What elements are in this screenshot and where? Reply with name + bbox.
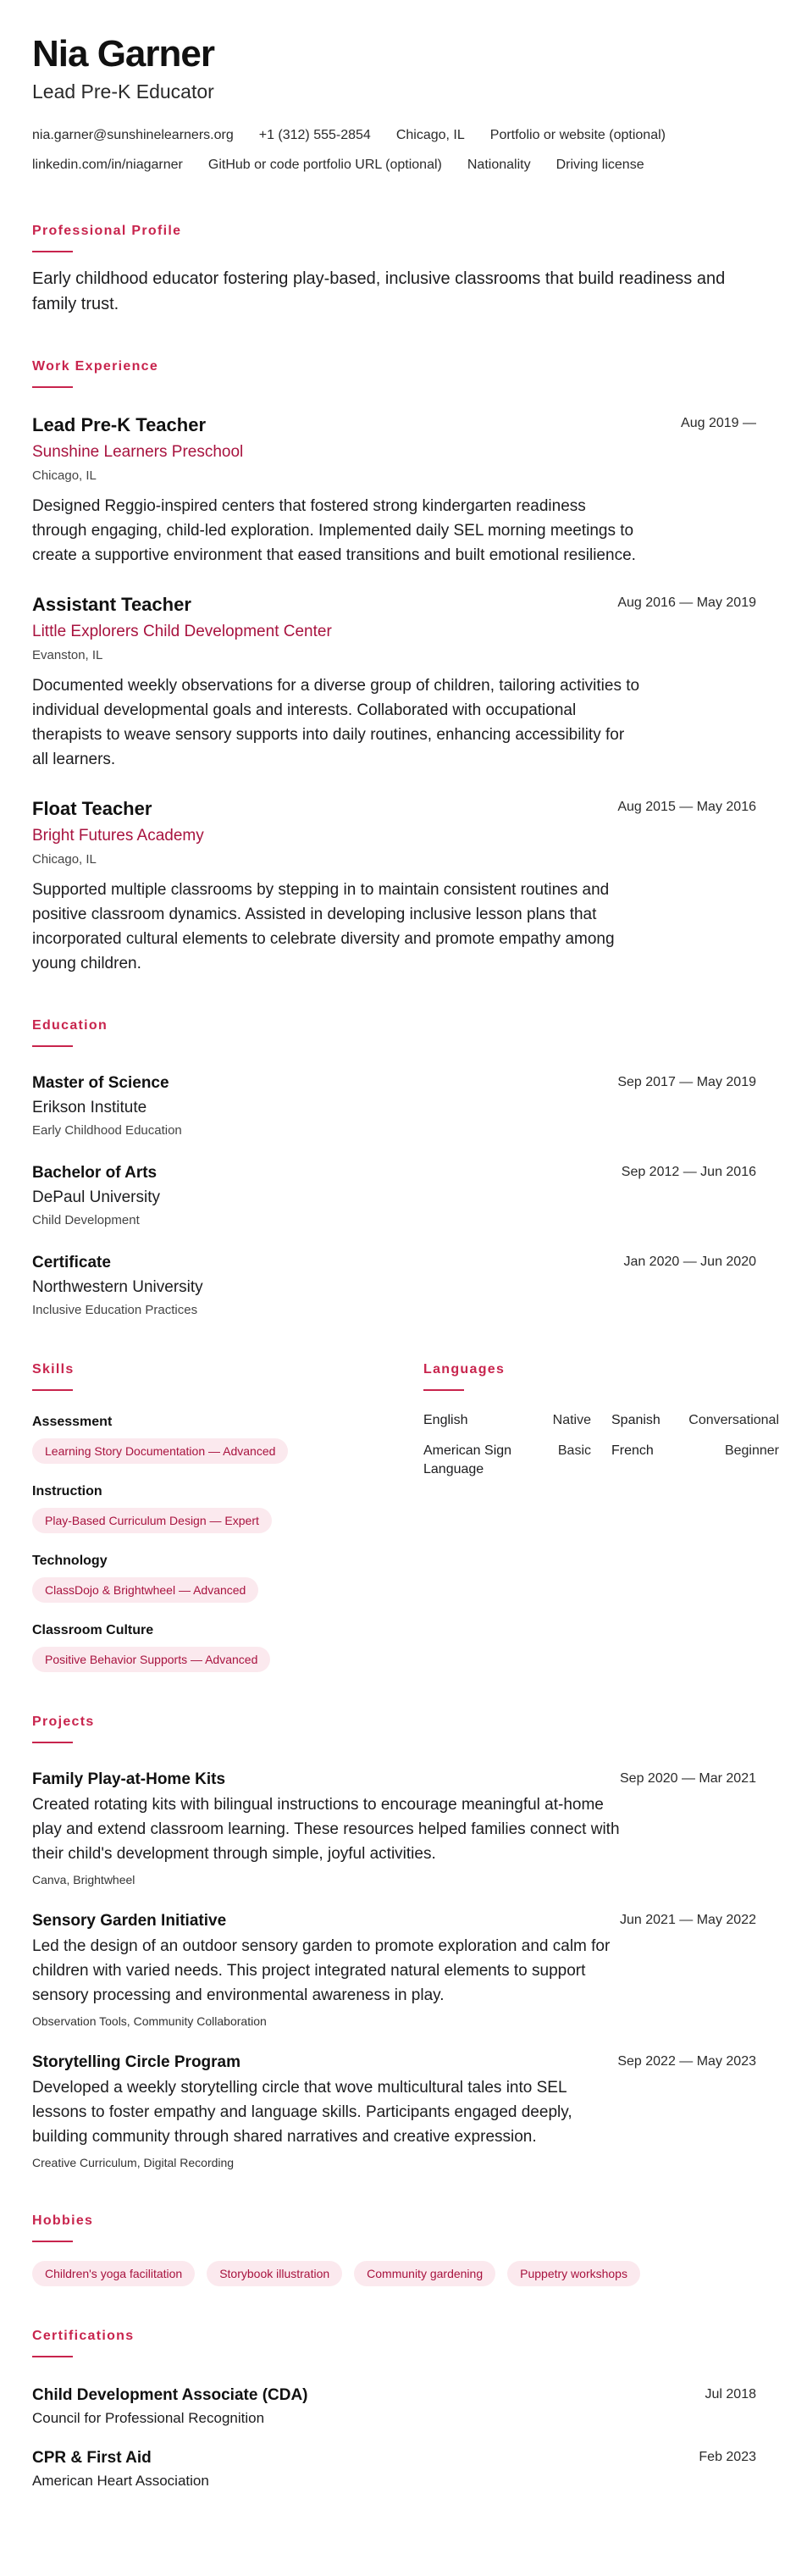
language-name: Spanish <box>611 1413 661 1427</box>
skill-tag: Learning Story Documentation — Advanced <box>32 1438 288 1464</box>
language-name: English <box>423 1413 468 1427</box>
project-dates: Sep 2022 — May 2023 <box>617 2054 756 2069</box>
language-name: American Sign Language <box>423 1443 512 1476</box>
contact-phone[interactable]: +1 (312) 555-2854 <box>258 128 371 142</box>
certification-entry <box>32 2447 782 2491</box>
hobby-tag: Puppetry workshops <box>507 2261 640 2286</box>
section-title-experience: Work Experience <box>32 359 159 374</box>
language-list <box>423 1411 779 1479</box>
job-title: Assistant Teacher <box>32 594 191 615</box>
hobby-tag: Storybook illustration <box>207 2261 342 2286</box>
section-divider <box>32 1742 73 1743</box>
project-title: Storytelling Circle Program <box>32 2053 241 2071</box>
project-tools: Creative Curriculum, Digital Recording <box>32 2156 235 2169</box>
projects-section <box>32 1713 782 2171</box>
section-divider <box>32 386 73 388</box>
job-company: Sunshine Learners Preschool <box>32 443 244 461</box>
education-field: Child Development <box>32 1213 140 1227</box>
contact-portfolio[interactable]: Portfolio or website (optional) <box>489 128 666 142</box>
hobbies-section <box>32 2212 782 2286</box>
language-item <box>423 1411 601 1430</box>
section-divider <box>32 2356 73 2357</box>
section-title-education: Education <box>32 1018 108 1033</box>
section-title-languages: Languages <box>423 1362 506 1377</box>
certification-issuer: American Heart Association <box>32 2473 209 2489</box>
skill-tag: Positive Behavior Supports — Advanced <box>32 1647 270 1672</box>
education-entry <box>32 1072 782 1140</box>
contact-list <box>32 120 777 180</box>
certification-name: Child Development Associate (CDA) <box>32 2386 308 2404</box>
skill-group-name: Assessment <box>32 1415 113 1429</box>
section-divider <box>423 1389 464 1391</box>
education-degree: Certificate <box>32 1254 111 1271</box>
certifications-section <box>32 2327 782 2491</box>
section-divider <box>32 1045 73 1047</box>
language-item <box>601 1411 779 1430</box>
contact-nationality: Nationality <box>467 158 531 172</box>
certification-entry <box>32 2385 782 2429</box>
project-description: Developed a weekly storytelling circle that wove multicultural tales into SEL lessons to foster empathy and language skills. Participants engaged deeply, building community through shared narratives and creative expression. <box>32 2079 572 2146</box>
project-description: Led the design of an outdoor sensory garden to promote exploration and calm for children with varied needs. This project integrated natural elements to support sensory processing and environmental awareness in play. <box>32 1937 611 2004</box>
project-title: Family Play-at-Home Kits <box>32 1770 226 1788</box>
language-level: Conversational <box>688 1413 779 1427</box>
job-entry <box>32 797 782 976</box>
section-title-certifications: Certifications <box>32 2329 135 2343</box>
experience-section <box>32 357 782 976</box>
job-description: Designed Reggio-inspired centers that fostered strong kindergarten readiness through engaging, child-led exploration. Implemented daily SEL morning meetings to create a supportive environment that eased transitions and built emotional resilience. <box>32 497 636 564</box>
job-location: Chicago, IL <box>32 852 97 867</box>
hobby-list <box>32 2261 782 2286</box>
skill-tag: ClassDojo & Brightwheel — Advanced <box>32 1577 258 1603</box>
job-dates: Aug 2019 — <box>681 416 756 430</box>
skill-tag: Play-Based Curriculum Design — Expert <box>32 1508 272 1533</box>
contact-github[interactable]: GitHub or code portfolio URL (optional) <box>207 158 442 172</box>
candidate-role: Lead Pre-K Educator <box>32 80 214 102</box>
job-location: Chicago, IL <box>32 468 97 483</box>
skill-group-name: Classroom Culture <box>32 1623 154 1637</box>
skill-group <box>32 1621 423 1672</box>
language-level: Basic <box>557 1443 591 1458</box>
job-company: Little Explorers Child Development Center <box>32 623 332 640</box>
job-entry <box>32 413 782 568</box>
education-school: DePaul University <box>32 1188 160 1206</box>
profile-summary: Early childhood educator fostering play-based, inclusive classrooms that build readiness and family trust. <box>32 269 726 313</box>
job-dates: Aug 2015 — May 2016 <box>617 800 756 814</box>
job-company: Bright Futures Academy <box>32 827 204 845</box>
education-entry <box>32 1162 782 1230</box>
education-dates: Sep 2017 — May 2019 <box>617 1075 756 1089</box>
language-level: Native <box>552 1413 591 1427</box>
certification-name: CPR & First Aid <box>32 2449 152 2467</box>
candidate-name: Nia Garner <box>32 33 214 75</box>
hobby-tag: Community gardening <box>354 2261 495 2286</box>
contact-location: Chicago, IL <box>395 128 465 142</box>
project-title: Sensory Garden Initiative <box>32 1912 227 1930</box>
skill-group <box>32 1413 423 1464</box>
project-entry <box>32 2052 782 2171</box>
skill-group-name: Technology <box>32 1554 108 1568</box>
skill-group-name: Instruction <box>32 1484 102 1499</box>
education-field: Inclusive Education Practices <box>32 1303 198 1317</box>
section-divider <box>32 2241 73 2242</box>
profile-section <box>32 222 782 317</box>
education-school: Erikson Institute <box>32 1099 147 1116</box>
job-description: Documented weekly observations for a diverse group of children, tailoring activities to individual developmental goals and interests. Collaborated with occupational therapists to weave sensory supports into daily routines, enhancing accessibility for all learners. <box>32 677 640 768</box>
education-field: Early Childhood Education <box>32 1123 182 1138</box>
section-divider <box>32 251 73 252</box>
certification-date: Jul 2018 <box>705 2387 756 2401</box>
project-entry <box>32 1910 782 2030</box>
section-title-profile: Professional Profile <box>32 224 182 238</box>
contact-linkedin[interactable]: linkedin.com/in/niagarner <box>32 158 183 172</box>
education-section <box>32 1017 782 1320</box>
language-item <box>423 1442 601 1479</box>
certification-date: Feb 2023 <box>699 2450 756 2464</box>
contact-email[interactable]: nia.garner@sunshinelearners.org <box>32 128 234 142</box>
skills-section <box>32 1360 423 1672</box>
language-item <box>601 1442 779 1479</box>
section-title-skills: Skills <box>32 1362 75 1377</box>
section-title-projects: Projects <box>32 1715 95 1729</box>
project-tools: Canva, Brightwheel <box>32 1873 135 1886</box>
project-dates: Sep 2020 — Mar 2021 <box>620 1771 756 1786</box>
job-location: Evanston, IL <box>32 648 103 662</box>
skill-group <box>32 1482 423 1533</box>
language-name: French <box>611 1443 654 1458</box>
project-entry <box>32 1769 782 1888</box>
project-description: Created rotating kits with bilingual instructions to encourage meaningful at-home play and extend classroom learning. These resources helped families connect with their child's development through simple, joyful activities. <box>32 1796 620 1863</box>
education-school: Northwestern University <box>32 1278 203 1296</box>
job-dates: Aug 2016 — May 2019 <box>617 596 756 610</box>
education-entry <box>32 1252 782 1320</box>
education-dates: Jan 2020 — Jun 2020 <box>623 1255 756 1269</box>
job-title: Float Teacher <box>32 798 152 819</box>
job-title: Lead Pre-K Teacher <box>32 414 207 435</box>
project-tools: Observation Tools, Community Collaboration <box>32 2014 267 2028</box>
contact-driving-license: Driving license <box>556 158 644 172</box>
job-description: Supported multiple classrooms by stepping in to maintain consistent routines and positive classroom dynamics. Assisted in developing inclusive lesson plans that incorporated cultural elements to celebrate diversity and promote empathy among young children. <box>32 881 615 972</box>
skills-languages-row <box>32 1360 782 1672</box>
resume-header <box>32 32 782 180</box>
certification-issuer: Council for Professional Recognition <box>32 2410 265 2426</box>
job-entry <box>32 593 782 772</box>
project-dates: Jun 2021 — May 2022 <box>620 1913 756 1927</box>
languages-section <box>423 1360 779 1672</box>
section-title-hobbies: Hobbies <box>32 2213 94 2228</box>
education-degree: Master of Science <box>32 1074 169 1092</box>
language-level: Beginner <box>724 1443 779 1458</box>
education-degree: Bachelor of Arts <box>32 1164 158 1182</box>
education-dates: Sep 2012 — Jun 2016 <box>621 1165 756 1179</box>
skill-group <box>32 1552 423 1603</box>
hobby-tag: Children's yoga facilitation <box>32 2261 195 2286</box>
section-divider <box>32 1389 73 1391</box>
